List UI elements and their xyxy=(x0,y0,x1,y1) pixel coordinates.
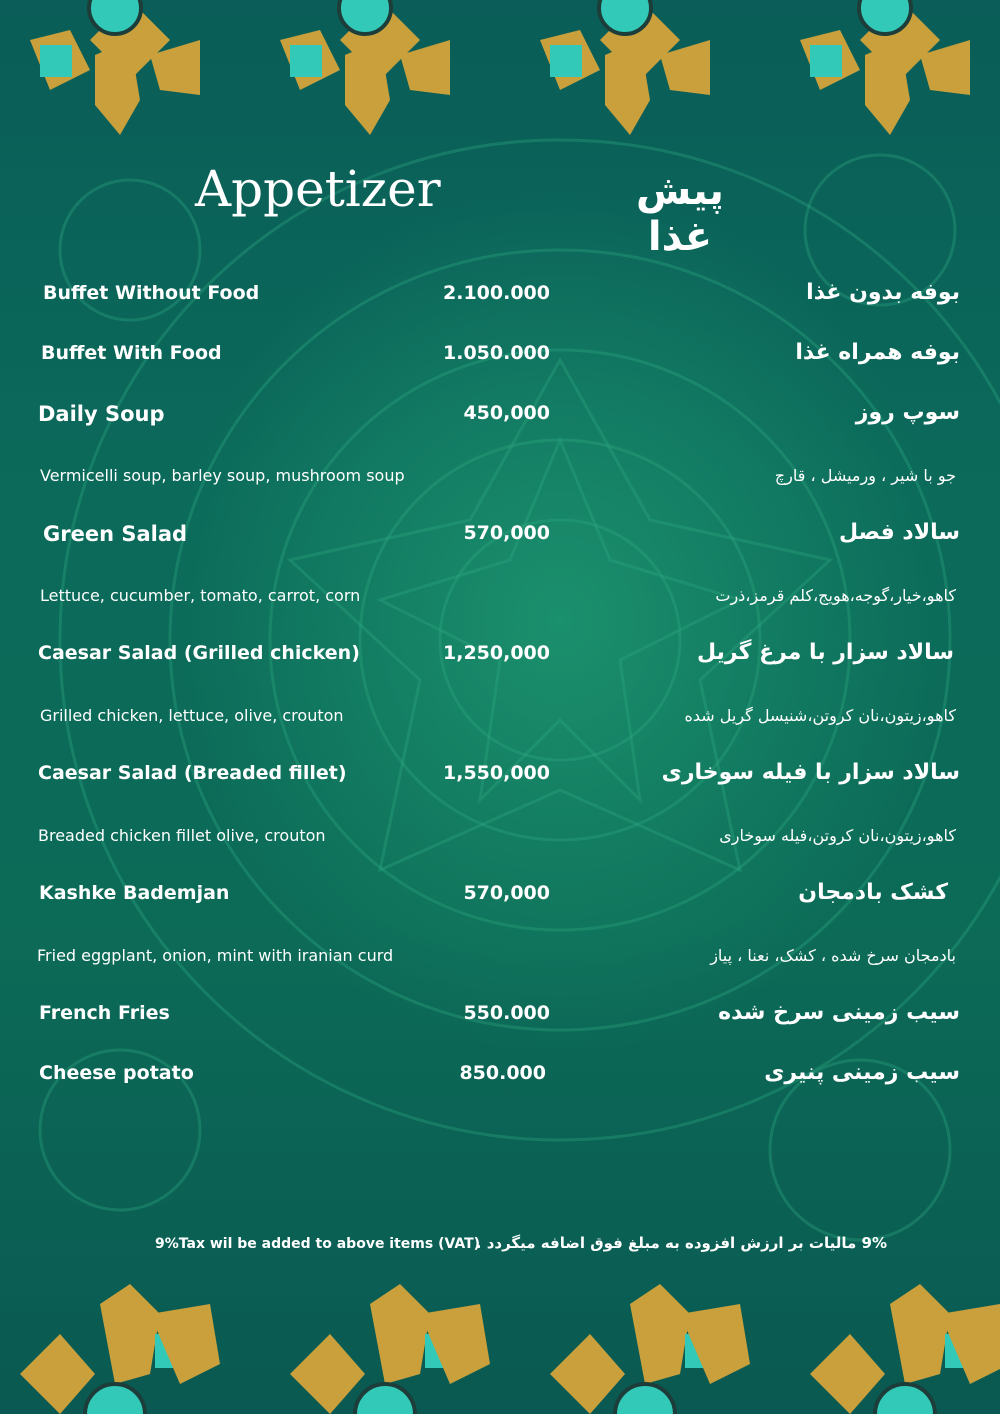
item-description-en: Fried eggplant, onion, mint with iranian curd xyxy=(37,946,394,965)
menu-item-caesar-salad-breaded xyxy=(0,756,1000,796)
menu-item-french-fries xyxy=(0,996,1000,1036)
item-name-fa: سیب زمینی سرخ شده xyxy=(718,1000,960,1025)
item-price: 570,000 xyxy=(463,882,550,904)
item-description-fa: بادمجان سرخ شده ، کشک، نعنا ، پیاز xyxy=(710,946,956,965)
item-name-fa: سالاد سزار با مرغ گریل xyxy=(697,640,954,665)
item-price: 2.100.000 xyxy=(443,282,550,304)
item-name-fa: کشک بادمجان xyxy=(798,880,948,905)
item-name-fa: سیب زمینی پنیری xyxy=(764,1060,960,1085)
item-price: 570,000 xyxy=(463,522,550,544)
top-border-ornament xyxy=(0,0,1000,140)
item-price: 850.000 xyxy=(459,1062,546,1084)
title-farsi: پیش غذا xyxy=(636,168,724,260)
item-name-fa: سوپ روز xyxy=(855,400,960,425)
item-name-en: Buffet Without Food xyxy=(43,282,260,304)
menu-item-description xyxy=(0,698,1000,738)
item-name-en: French Fries xyxy=(39,1002,170,1024)
menu-item-cheese-potato xyxy=(0,1056,1000,1096)
item-name-en: Daily Soup xyxy=(38,402,165,426)
item-description-fa: کاهو،زیتون،نان کروتن،فیله سوخاری xyxy=(719,826,956,845)
menu-item-green-salad xyxy=(0,516,1000,556)
item-name-en: Green Salad xyxy=(43,522,188,546)
menu-item-daily-soup xyxy=(0,396,1000,436)
item-price: 450,000 xyxy=(463,402,550,424)
menu-item-description xyxy=(0,818,1000,858)
item-name-en: Buffet With Food xyxy=(41,342,222,364)
item-description-fa: جو با شیر ، ورمیشل ، قارچ xyxy=(774,466,956,485)
item-description-en: Vermicelli soup, barley soup, mushroom soup xyxy=(40,466,405,485)
menu-item-caesar-salad-grilled xyxy=(0,636,1000,676)
item-description-en: Lettuce, cucumber, tomato, carrot, corn xyxy=(40,586,361,605)
item-description-en: Grilled chicken, lettuce, olive, crouton xyxy=(40,706,344,725)
item-name-fa: سالاد فصل xyxy=(839,520,960,545)
item-description-fa: کاهو،خیار،گوجه،هویج،کلم قرمز،ذرت xyxy=(715,586,956,605)
item-description-fa: کاهو،زیتون،نان کروتن،شنیسل گریل شده xyxy=(684,706,956,725)
item-description-en: Breaded chicken fillet olive, crouton xyxy=(38,826,326,845)
menu-item-buffet-without-food xyxy=(0,276,1000,316)
menu-item-buffet-with-food xyxy=(0,336,1000,376)
vat-note-farsi: 9% مالیات بر ارزش افزوده به مبلغ فوق اضافه میگردد . xyxy=(475,1234,887,1252)
item-name-fa: بوفه بدون غذا xyxy=(806,280,960,305)
menu-item-description xyxy=(0,578,1000,618)
item-name-fa: سالاد سزار با فیله سوخاری xyxy=(661,760,960,785)
item-name-en: Caesar Salad (Grilled chicken) xyxy=(38,642,360,664)
vat-note-english: 9%Tax wil be added to above items (VAT) xyxy=(155,1236,481,1252)
item-price: 1,250,000 xyxy=(443,642,550,664)
item-price: 1,550,000 xyxy=(443,762,550,784)
menu-item-kashke-bademjan xyxy=(0,876,1000,916)
item-price: 1.050.000 xyxy=(443,342,550,364)
menu-item-description xyxy=(0,458,1000,498)
item-price: 550.000 xyxy=(463,1002,550,1024)
item-name-fa: بوفه همراه غذا xyxy=(795,340,960,365)
item-name-en: Cheese potato xyxy=(39,1062,194,1084)
menu-item-description xyxy=(0,938,1000,978)
item-name-en: Caesar Salad (Breaded fillet) xyxy=(38,762,347,784)
bottom-border-ornament xyxy=(0,1274,1000,1414)
title-english: Appetizer xyxy=(195,160,441,218)
item-name-en: Kashke Bademjan xyxy=(39,882,230,904)
